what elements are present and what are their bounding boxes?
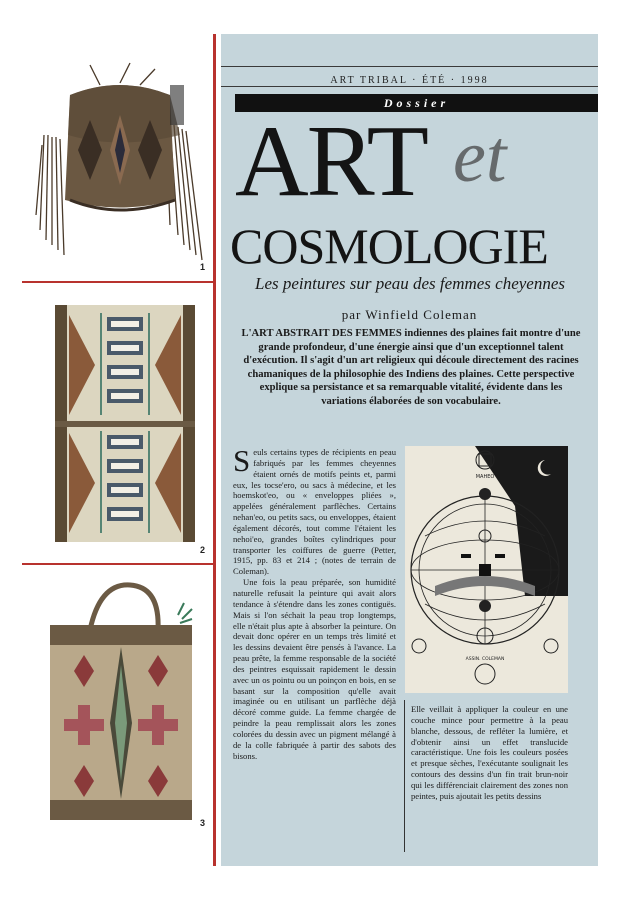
title-cosmologie: COSMOLOGIE <box>230 218 548 274</box>
column-separator <box>404 700 405 852</box>
figure-1-number: 1 <box>200 262 206 272</box>
figure-3-bag-photo <box>40 575 202 830</box>
body-paragraph-2: Une fois la peau préparée, son humidité naturelle refusait la peinture qui avait alors tendance à s'étendre dans les zones contiguës. Mais si l'on séchait la peau trop longtemps, elle n'était plus apte à absorber la peinture. On devait donc opérer en un temps très limité et les dessins devaient être pensés à l'avance. La peau prête, la femme responsable de la société des peintres esquissait rapidement le dessin avec un os pointu ou un poinçon en bois, en se basant sur la composition qu'elle avait imaginée ou en utilisant un parflèche déjà décoré comme guide. La femme chargée de peindre la peau remplissait alors les zones colorées du dessin avec un pigment mélangé à de la colle fabriquée à partir des sabots des bisons. <box>233 577 396 761</box>
section-bar: Dossier <box>235 94 598 112</box>
drop-cap: S <box>233 443 251 478</box>
figure-2-number: 2 <box>200 545 206 555</box>
byline: par Winfield Coleman <box>341 307 478 322</box>
title-et: et <box>453 116 507 198</box>
title-art: ART <box>235 105 427 218</box>
body-column-2 <box>411 704 568 802</box>
diagram-label-bottom: ASSIN. COLEMAN <box>465 657 505 662</box>
lede-paragraph: L'ART ABSTRAIT DES FEMMES indiennes des plaines fait montre d'une grande profondeur, d'une énergie ainsi que d'un exceptionnel talent d'exécution. Il s'agit d'un art religieux qui découle directement des racines chamaniques de la philosophie des Indiens des plaines. Cette perspective explique sa persistance et sa remarquable vitalité, évidente dans les variations élaborées de son vocabulaire. <box>241 328 581 407</box>
issue-kicker: ART TRIBAL · ÉTÉ · 1998 <box>330 75 489 86</box>
figure-1-fringed-bag-photo <box>30 55 210 275</box>
cosmology-diagram <box>405 446 568 693</box>
body-paragraph-1 <box>233 443 396 577</box>
left-vertical-rule <box>213 34 216 866</box>
body-paragraph-3: Elle veillait à appliquer la couleur en une couche mince pour permettre à la peau blanche, dessous, de refléter la lumière, et d'obtenir ainsi un effet translucide caractéristique. Une fois les couleurs posées et presque sèches, l'exécutante soulignait les contours des dessins d'un fin trait brun-noir qui les différenciait clairement des zones non peintes, puis ajoutait les petits dessins <box>411 704 568 801</box>
figure-divider-2 <box>22 563 216 565</box>
diagram-label-top: MAHEO <box>475 474 495 480</box>
subtitle: Les peintures sur peau des femmes cheyennes <box>254 274 566 293</box>
header-rule-bottom <box>221 86 598 87</box>
figure-divider-1 <box>22 281 216 283</box>
figure-2-parfleche-photo <box>55 305 195 542</box>
body-column-1 <box>233 443 396 761</box>
header-rule-top <box>221 66 598 67</box>
figure-3-number: 3 <box>200 818 206 828</box>
body-paragraph-1-text: euls certains types de récipients en peau fabriqués par les femmes cheyennes étaient ornés de motifs peints et, parmi eux, les tocse'ero, ou sacs à médecine, et les hoemskot'eo, ou « enveloppes pliées », appelées généralement parflèches. Certains nehan'eo, ou petits sacs, ou enveloppes, étaient également décorés, tout comme l'étaient les nehoi'eo, grandes boîtes cylindriques pour transporter les coiffures de guerre (Petter, 1915, pp. 83 et 214 ; (notes de terrain de Coleman). <box>233 447 396 577</box>
